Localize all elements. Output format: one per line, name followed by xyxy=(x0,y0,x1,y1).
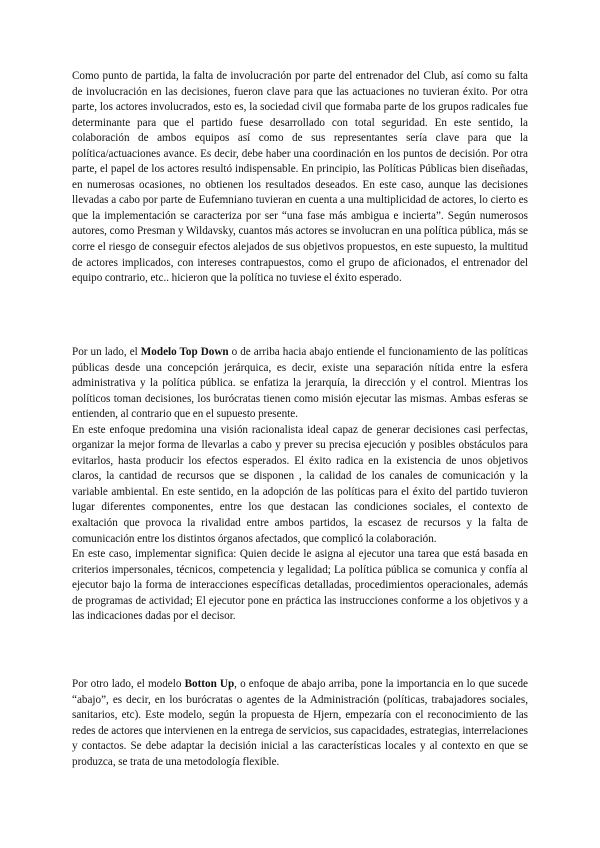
paragraph-implementation-analysis xyxy=(72,69,528,287)
paragraph-implementation-meaning-text: En este caso, implementar significa: Quien decide le asigna al ejecutor una tarea que está basada en criterios impersonales, técnicos, competencia y legalidad; La política pública se comunica y confía al ejecutor bajo la forma de interacciones específicas detalladas, procedimientos operacionales, además de programas de actividad; El ejecutor pone en práctica las instrucciones conforme a los objetivos y a las indicaciones dadas por el decisor. xyxy=(72,548,528,623)
bold-term-top-down: Modelo Top Down xyxy=(140,346,229,358)
paragraph-bottom-up-model xyxy=(72,677,528,770)
paragraph-intro-text: Por un lado, el xyxy=(72,346,141,358)
paragraph-intro-text: Por otro lado, el modelo xyxy=(72,678,185,690)
bold-term-botton-up: Botton Up xyxy=(184,678,235,690)
paragraph-continuation-text: o de arriba hacia abajo entiende el funcionamiento de las políticas públicas desde una concepción jerárquica, es decir, existe una separación nítida entre la esfera administrativa y la política pública. se enfatiza la jerarquía, la dirección y el control. Mientras los políticos toman decisiones, los burócratas tienen como misión ejecutar las mismas. Ambas esferas se entienden, al contrario que en el supuesto presente. xyxy=(72,346,528,421)
paragraph-top-down-model xyxy=(72,345,528,625)
paragraph-continuation-text: , o enfoque de abajo arriba, pone la importancia en lo que sucede “abajo”, es decir, en los burócratas o agentes de la Administración (políticas, trabajadores sociales, sanitarios, etc). Este modelo, según la propuesta de Hjern, empezaría con el reconocimiento de las redes de actores que intervienen en la entrega de servicios, sus capacidades, estrategias, interrelaciones y contactos. Se debe adaptar la decisión inicial a las características locales y al contexto en que se produzca, se trata de una metodología flexible. xyxy=(72,678,529,768)
paragraph-top-down-intro-line xyxy=(72,345,528,423)
paragraph-rationalist-vision-text: En este enfoque predomina una visión racionalista ideal capaz de generar decisiones casi perfectas, organizar la mejor forma de llevarlas a cabo y prever su precisa ejecución y posibles obstáculos para evitarlos, hasta producir los efectos esperados. El éxito radica en la existencia de unos objetivos claros, la cantidad de recursos que se disponen , la calidad de los canales de comunicación y la variable ambiental. En este sentido, en la adopción de las políticas para el éxito del partido tuvieron lugar diferentes componentes, entre los que destacan las condiciones sociales, el contexto de exaltación que provoca la rivalidad entre ambos partidos, la escasez de recursos y la falta de comunicación entre los distintos órganos afectados, que complicó la colaboración. xyxy=(72,423,528,545)
paragraph-text: Como punto de partida, la falta de involucración por parte del entrenador del Club, así como su falta de involucración en las decisiones, fueron clave para que las actuaciones no tuvieran éxito. Por otra parte, los actores involucrados, esto es, la sociedad civil que formaba parte de los grupos radicales fue determinante para que el partido fuese desarrollado con total seguridad. En este sentido, la colaboración de ambos equipos así como de sus representantes sería clave para que la política/actuaciones avance. Es decir, debe haber una coordinación en los puntos de decisión. Por otra parte, el papel de los actores resultó indispensable. En principio, las Políticas Públicas bien diseñadas, en numerosas ocasiones, no obtienen los resultados deseados. En este caso, aunque las decisiones llevadas a cabo por parte de Eufemniano tuvieran en cuenta a una multiplicidad de actores, lo cierto es que la implementación se caracteriza por ser “una fase más ambigua e incierta”. Según numerosos autores, como Presman y Wildavsky, cuantos más actores se involucran en una política pública, más se corre el riesgo de conseguir efectos alejados de sus objetivos propuestos, en este supuesto, la multitud de actores implicados, con intereses contrapuestos, como el grupo de aficionados, el entrenador del equipo contrario, etc.. hicieron que la política no tuviese el éxito esperado. xyxy=(72,70,528,285)
